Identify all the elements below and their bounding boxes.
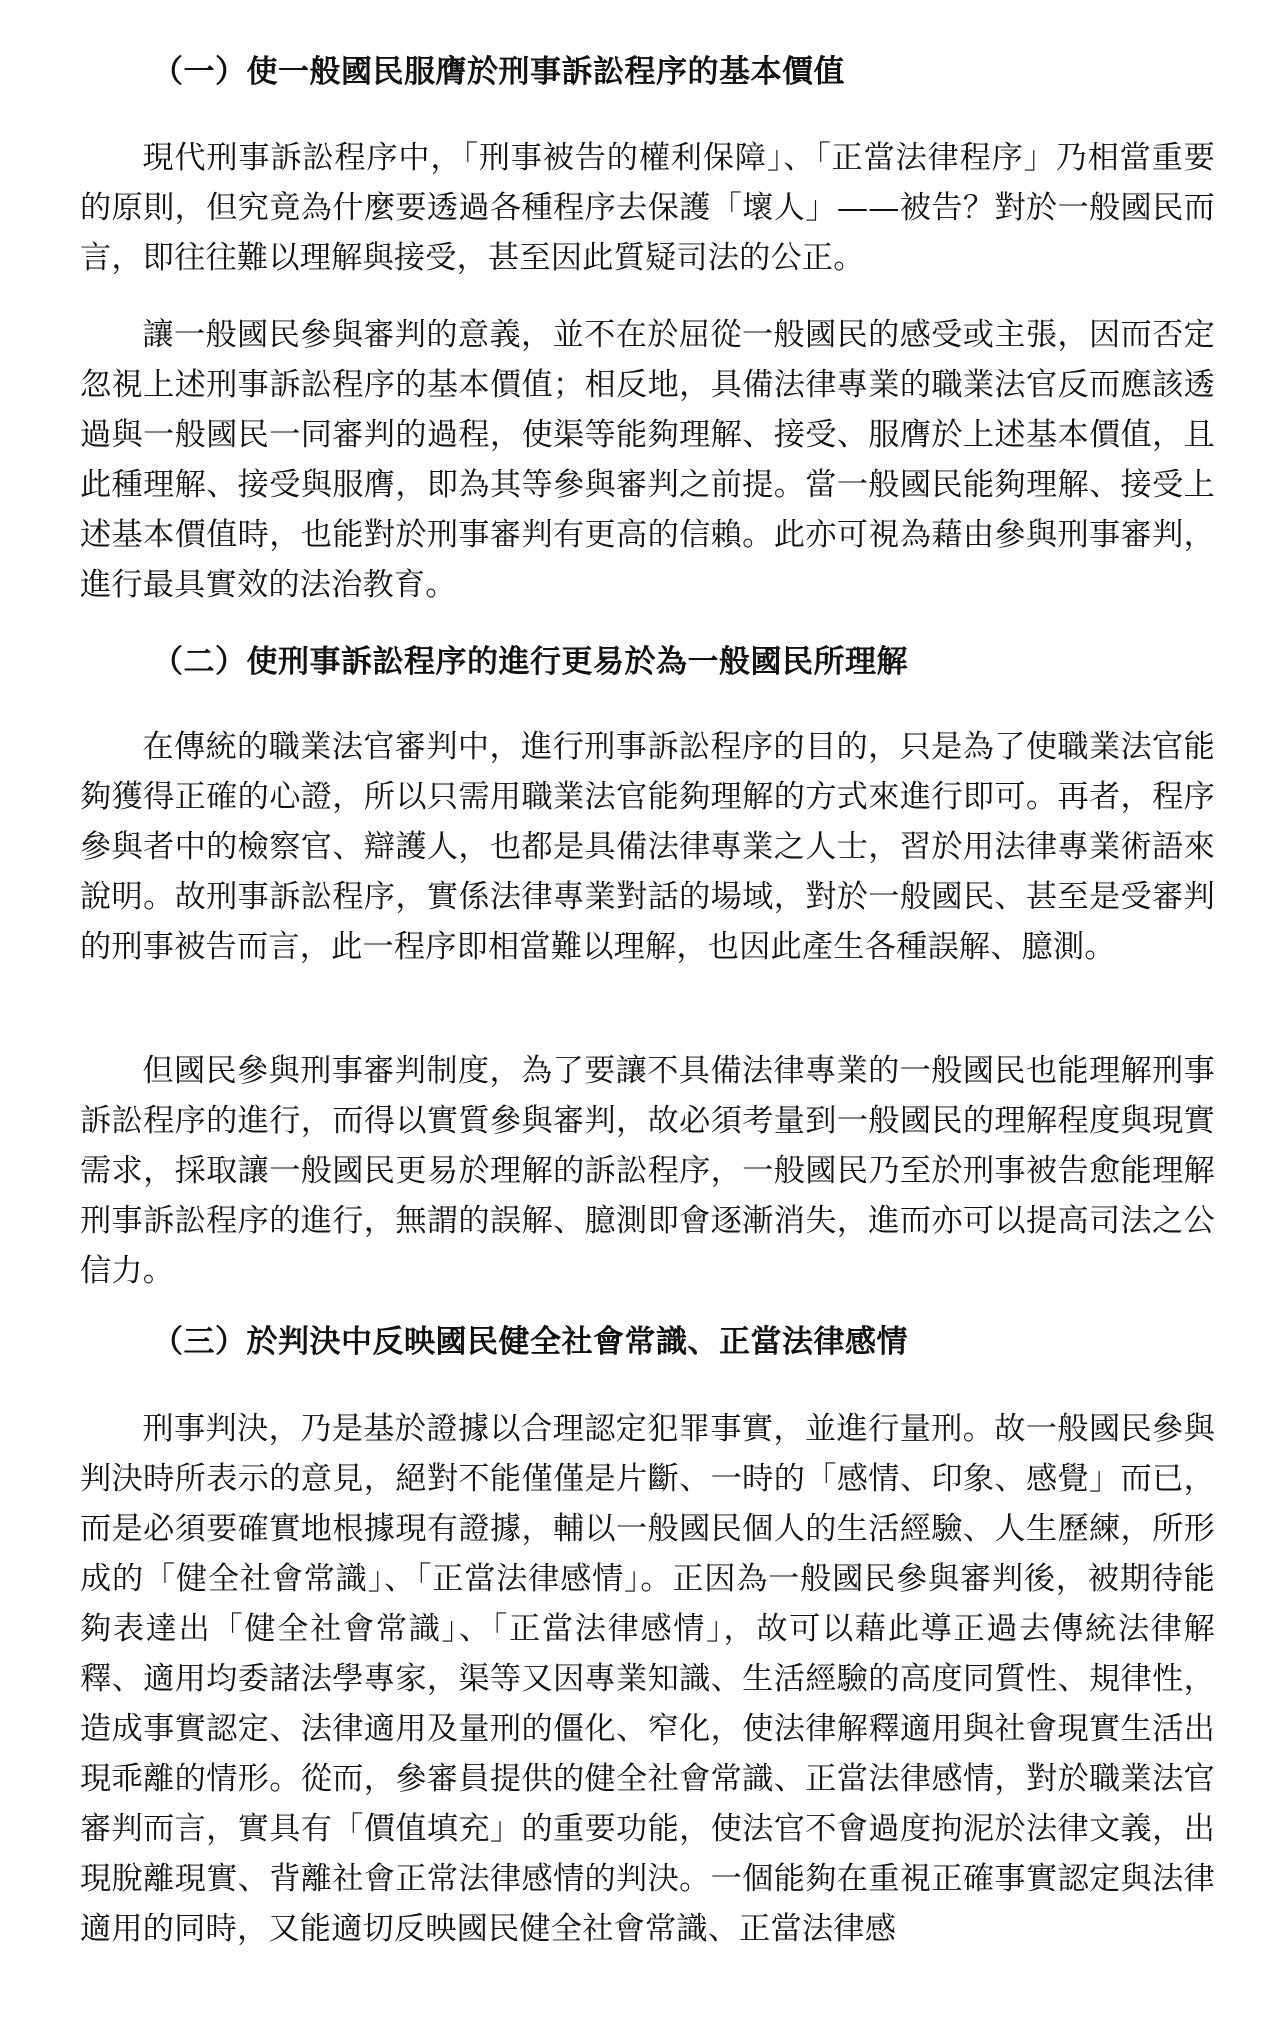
section-1-paragraph-2: 讓一般國民參與審判的意義，並不在於屈從一般國民的感受或主張，因而否定忽視上述刑事訴訟程序的基本價值；相反地，具備法律專業的職業法官反而應該透過與一般國民一同審判的過程，使渠等能夠理解、接受、服膺於上述基本價值，且此種理解、接受與服膺，即為其等參與審判之前提。當一般國民能夠理解、接受上述基本價值時，也能對於刑事審判有更高的信賴。此亦可視為藉由參與刑事審判，進行最具實效的法治教育。 bbox=[80, 317, 1215, 603]
section-2-heading: （二）使刑事訴訟程序的進行更易於為一般國民所理解 bbox=[152, 644, 908, 680]
section-3-paragraph-1: 刑事判決，乃是基於證據以合理認定犯罪事實，並進行量刑。故一般國民參與判決時所表示的意見，絕對不能僅僅是片斷、一時的「感情、印象、感覺」而已，而是必須要確實地根據現有證據，輔以一般國民個人的生活經驗、人生歷練，所形成的「健全社會常識」、「正當法律感情」。正因為一般國民參與審判後，被期待能夠表達出「健全社會常識」、「正當法律感情」，故可以藉此導正過去傳統法律解釋、適用均委諸法學專家，渠等又因專業知識、生活經驗的高度同質性、規律性，造成事實認定、法律適用及量刑的僵化、窄化，使法律解釋適用與社會現實生活出現乖離的情形。從而，參審員提供的健全社會常識、正當法律感情，對於職業法官審判而言，實具有「價值填充」的重要功能，使法官不會過度拘泥於法律文義，出現脫離現實、背離社會正常法律感情的判決。一個能夠在重視正確事實認定與法律適用的同時，又能適切反映國民健全社會常識、正當法律感 bbox=[80, 1411, 1215, 1947]
section-2-paragraph-1: 在傳統的職業法官審判中，進行刑事訴訟程序的目的，只是為了使職業法官能夠獲得正確的心證，所以只需用職業法官能夠理解的方式來進行即可。再者，程序參與者中的檢察官、辯護人，也都是具備法律專業之人士，習於用法律專業術語來說明。故刑事訴訟程序，實係法律專業對話的場域，對於一般國民、甚至是受審判的刑事被告而言，此一程序即相當難以理解，也因此產生各種誤解、臆測。 bbox=[80, 729, 1215, 965]
section-1-paragraph-1: 現代刑事訴訟程序中，「刑事被告的權利保障」、「正當法律程序」乃相當重要的原則，但究竟為什麼要透過各種程序去保護「壞人」——被告？對於一般國民而言，即往往難以理解與接受，甚至因此質疑司法的公正。 bbox=[80, 140, 1215, 276]
section-3-heading: （三）於判決中反映國民健全社會常識、正當法律感情 bbox=[152, 1324, 908, 1360]
section-2-paragraph-2: 但國民參與刑事審判制度，為了要讓不具備法律專業的一般國民也能理解刑事訴訟程序的進行，而得以實質參與審判，故必須考量到一般國民的理解程度與現實需求，採取讓一般國民更易於理解的訴訟程序，一般國民乃至於刑事被告愈能理解刑事訴訟程序的進行，無謂的誤解、臆測即會逐漸消失，進而亦可以提高司法之公信力。 bbox=[80, 1053, 1215, 1289]
section-1-heading: （一）使一般國民服膺於刑事訴訟程序的基本價值 bbox=[152, 54, 845, 90]
